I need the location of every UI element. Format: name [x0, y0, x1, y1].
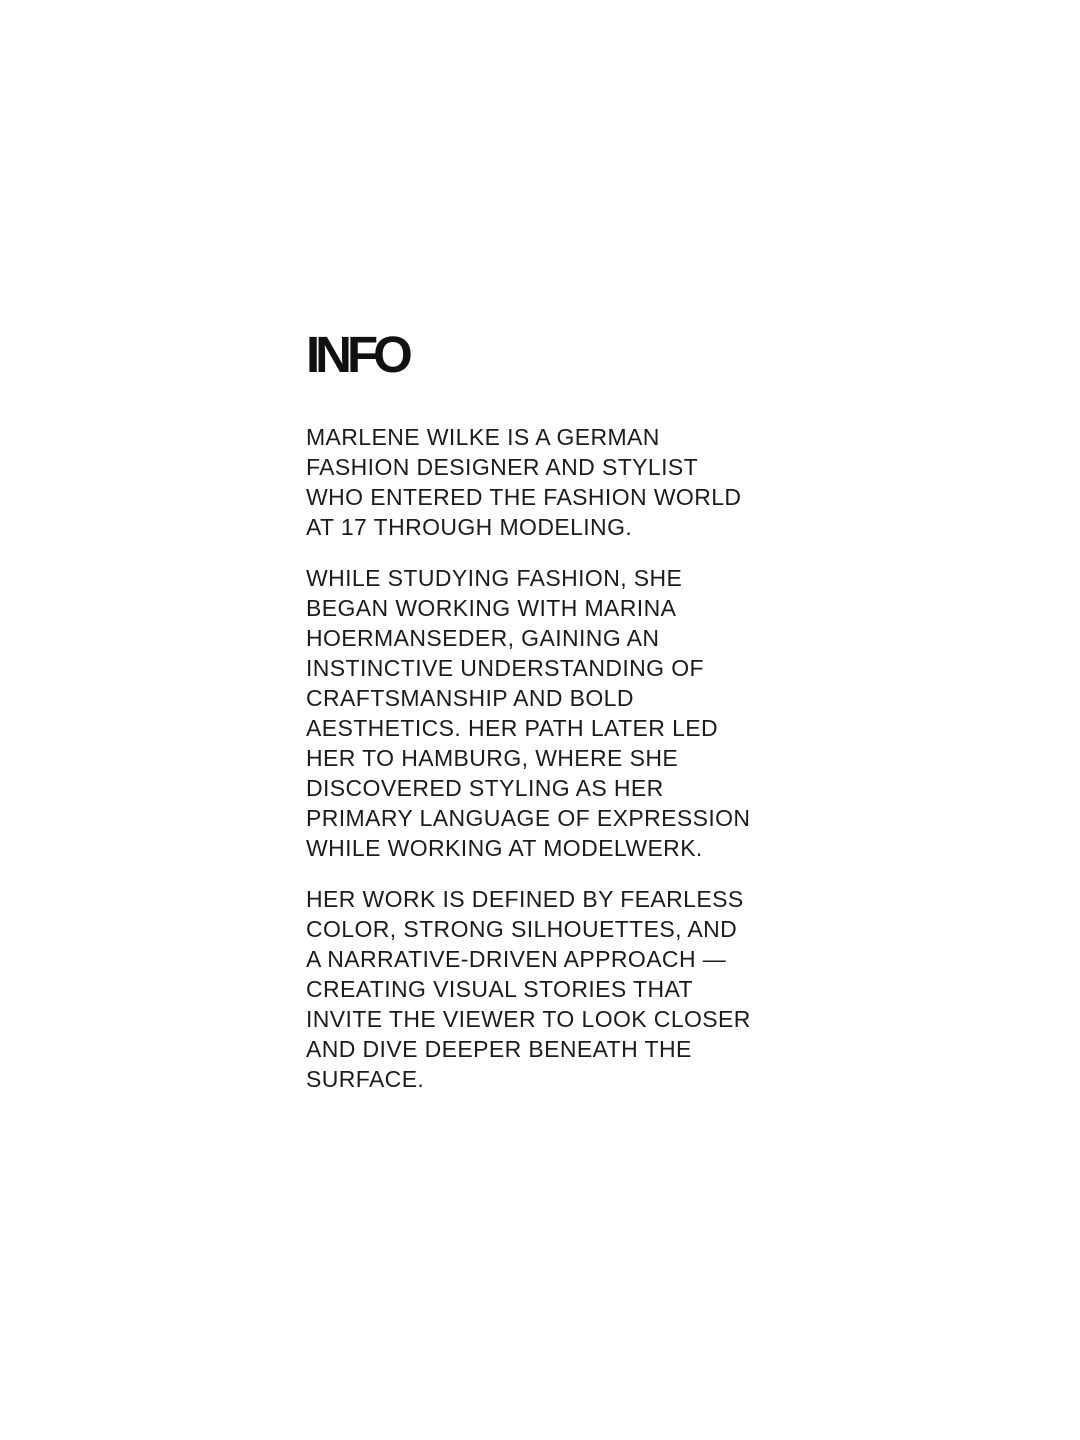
text-line: HER WORK IS DEFINED BY FEARLESS: [306, 886, 744, 912]
text-line: AT 17 THROUGH MODELING.: [306, 514, 633, 540]
info-section: [306, 326, 786, 1094]
bio-paragraph-2: [306, 563, 786, 863]
text-line: MARLENE WILKE IS A GERMAN: [306, 424, 660, 450]
bio-paragraph-3: [306, 884, 786, 1094]
text-line: WHILE STUDYING FASHION, SHE: [306, 565, 683, 591]
text-line: INVITE THE VIEWER TO LOOK CLOSER: [306, 1006, 751, 1032]
bio-paragraph-1: [306, 422, 786, 542]
text-line: FASHION DESIGNER AND STYLIST: [306, 454, 699, 480]
text-line: HOERMANSEDER, GAINING AN: [306, 625, 660, 651]
text-line: DISCOVERED STYLING AS HER: [306, 775, 664, 801]
text-line: CREATING VISUAL STORIES THAT: [306, 976, 693, 1002]
text-line: WHO ENTERED THE FASHION WORLD: [306, 484, 742, 510]
text-line: AESTHETICS. HER PATH LATER LED: [306, 715, 719, 741]
text-line: AND DIVE DEEPER BENEATH THE: [306, 1036, 692, 1062]
text-line: INSTINCTIVE UNDERSTANDING OF: [306, 655, 704, 681]
text-line: HER TO HAMBURG, WHERE SHE: [306, 745, 679, 771]
text-line: BEGAN WORKING WITH MARINA: [306, 595, 677, 621]
page-title: INFO: [306, 326, 408, 383]
text-line: CRAFTSMANSHIP AND BOLD: [306, 685, 634, 711]
bio-text: [306, 422, 786, 1094]
text-line: PRIMARY LANGUAGE OF EXPRESSION: [306, 805, 751, 831]
text-line: SURFACE.: [306, 1066, 425, 1092]
text-line: COLOR, STRONG SILHOUETTES, AND: [306, 916, 738, 942]
text-line: WHILE WORKING AT MODELWERK.: [306, 835, 703, 861]
text-line: A NARRATIVE-DRIVEN APPROACH —: [306, 946, 727, 972]
